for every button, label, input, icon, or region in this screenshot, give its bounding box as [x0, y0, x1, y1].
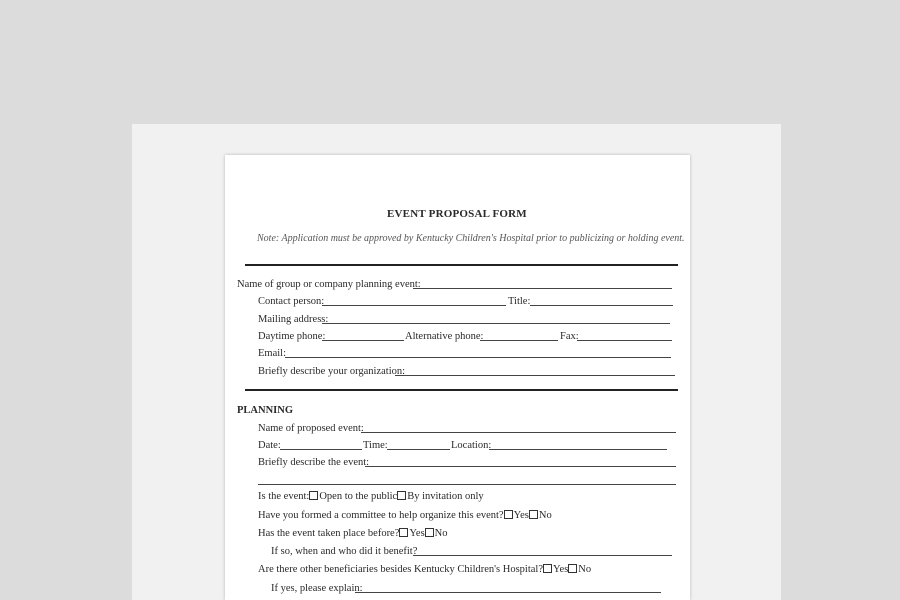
taken-place-no-checkbox[interactable]	[425, 528, 434, 537]
is-event-label: Is the event:	[258, 491, 310, 502]
describe-event-field-line-2[interactable]	[258, 484, 676, 485]
location-label: Location:	[451, 440, 492, 451]
explain-label: If yes, please explain:	[271, 583, 363, 594]
daytime-phone-field[interactable]	[322, 340, 404, 341]
contact-person-field[interactable]	[322, 305, 506, 306]
beneficiaries-yes-label: Yes	[553, 564, 569, 575]
beneficiaries-row	[258, 564, 591, 576]
time-field[interactable]	[387, 449, 450, 450]
describe-event-label: Briefly describe the event:	[258, 457, 370, 468]
mailing-address-label: Mailing address:	[258, 314, 329, 325]
open-public-checkbox[interactable]	[309, 491, 318, 500]
section-divider	[245, 264, 678, 266]
beneficiaries-no-label: No	[578, 564, 592, 575]
mailing-address-field[interactable]	[322, 323, 670, 324]
date-field[interactable]	[280, 449, 362, 450]
beneficiaries-label: Are there other beneficiaries besides Kentucky Children's Hospital?	[258, 564, 544, 575]
explain-field[interactable]	[355, 592, 661, 593]
taken-place-row	[258, 528, 448, 540]
daytime-phone-label: Daytime phone:	[258, 331, 326, 342]
taken-place-yes-checkbox[interactable]	[399, 528, 408, 537]
committee-no-label: No	[538, 510, 552, 521]
group-name-field[interactable]	[413, 288, 672, 289]
open-public-label: Open to the public	[319, 491, 398, 502]
email-field[interactable]	[285, 357, 671, 358]
taken-place-label: Has the event taken place before?	[258, 528, 400, 539]
event-name-label: Name of proposed event:	[258, 423, 364, 434]
title-field[interactable]	[530, 305, 673, 306]
committee-yes-checkbox[interactable]	[504, 510, 513, 519]
approval-note: Note: Application must be approved by Kentucky Children's Hospital prior to publicizing or holding event.	[257, 233, 685, 244]
title-label: Title:	[508, 296, 531, 307]
fax-field[interactable]	[577, 340, 672, 341]
event-name-field[interactable]	[361, 432, 676, 433]
invitation-only-checkbox[interactable]	[397, 491, 406, 500]
describe-event-field[interactable]	[365, 466, 676, 467]
email-label: Email:	[258, 348, 286, 359]
group-name-label: Name of group or company planning event:	[237, 279, 421, 290]
location-field[interactable]	[489, 449, 667, 450]
alternative-phone-label: Alternative phone:	[405, 331, 484, 342]
beneficiaries-no-checkbox[interactable]	[568, 564, 577, 573]
committee-row	[258, 510, 552, 522]
form-title: EVENT PROPOSAL FORM	[387, 208, 527, 220]
time-label: Time:	[363, 440, 388, 451]
committee-no-checkbox[interactable]	[529, 510, 538, 519]
taken-place-yes-label: Yes	[409, 528, 425, 539]
section-divider	[245, 389, 678, 391]
invitation-only-label: By invitation only	[407, 491, 484, 502]
committee-yes-label: Yes	[513, 510, 529, 521]
alternative-phone-field[interactable]	[480, 340, 558, 341]
form-document	[225, 155, 690, 600]
describe-organization-label: Briefly describe your organization:	[258, 366, 406, 377]
benefit-field[interactable]	[413, 555, 672, 556]
contact-person-label: Contact person:	[258, 296, 325, 307]
committee-label: Have you formed a committee to help organize this event?	[258, 510, 504, 521]
describe-organization-field[interactable]	[395, 375, 675, 376]
fax-label: Fax:	[560, 331, 579, 342]
benefit-label: If so, when and who did it benefit?	[271, 546, 418, 557]
date-label: Date:	[258, 440, 281, 451]
beneficiaries-yes-checkbox[interactable]	[543, 564, 552, 573]
planning-heading: PLANNING	[237, 405, 294, 416]
taken-place-no-label: No	[434, 528, 448, 539]
event-access-row	[258, 491, 484, 503]
